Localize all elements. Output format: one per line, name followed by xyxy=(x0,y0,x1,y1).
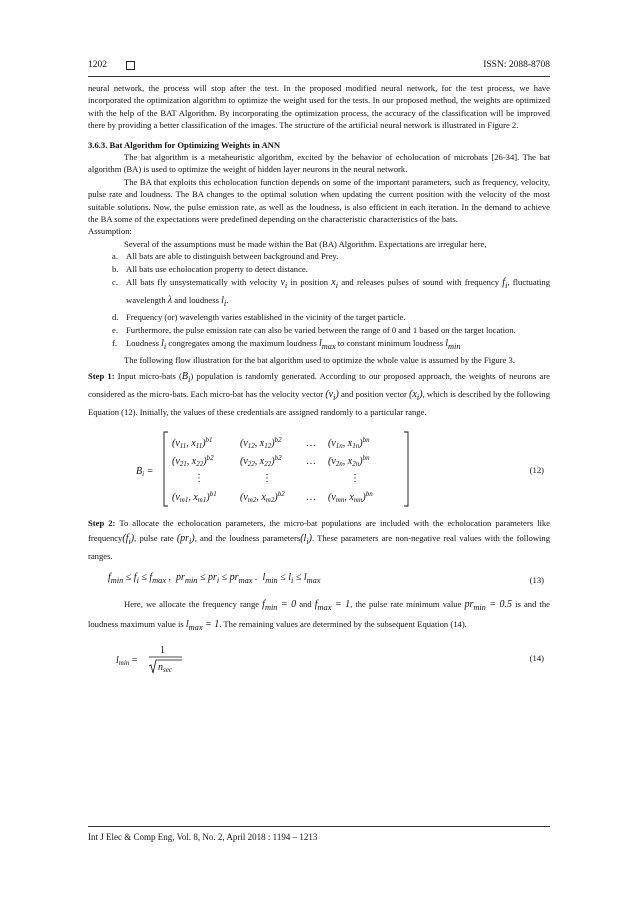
svg-text:(v12, x12)b2: ($v_{12}$, $x_{12})^{b2}$ xyxy=(240,436,282,451)
math-x-i: $x_i$ xyxy=(331,277,339,291)
equation-12 xyxy=(88,426,550,512)
step2-label: Step 2: xyxy=(88,518,116,529)
list-text: All bats use echolocation property to detect distance. xyxy=(126,263,308,274)
section-heading: 3.6.3. Bat Algorithm for Optimizing Weights in ANN xyxy=(88,139,281,150)
step1-text: , which is described by the following Equation (12). Initially, the values of these credentials are assigned randomly to a particular range. xyxy=(88,389,550,418)
math-v-i: $v_i$ xyxy=(280,277,288,291)
svg-text:(vm1, xm1)b1: ($v_{m1}$, $x_{m1})^{b1}$ xyxy=(172,490,217,505)
paragraph-ba-parameters: The BA that exploits this echolocation function depends on some of the important parameters, such as frequency, velocity, pulse rate and loudness. The BA changes to the optimal solution when updating the current position with the velocity of the most suitable solutions. Now, the pulse emission rate, as well as the loudness, is also efficient in each iteration. In the demand to achieve the BA some of the expectations were predefined depending on the characteristic characteristics of the bats. xyxy=(88,176,550,225)
list-item xyxy=(88,324,550,336)
math-B-i: $B_i$ xyxy=(181,371,191,385)
step2-text: , pulse rate xyxy=(134,533,174,544)
math-f-i-param: $(f_i)$ xyxy=(122,533,135,547)
list-letter: b. xyxy=(112,263,119,274)
list-text: in position xyxy=(290,277,329,288)
allocate-text: is and the loudness maximum value is xyxy=(88,599,550,630)
list-text: and releases pulses of sound with frequency xyxy=(341,277,500,288)
svg-text:lmin =: $l_{min}$ = xyxy=(116,655,138,668)
list-item: c. All bats fly unsystematically with velocity $v_i$ in position $x_i$ and releases pulses of sound with frequency $f_i$, fluctuating wavelength λ and loudness $l_i$. xyxy=(112,277,551,309)
svg-text:nsec: $n_{sec}$ xyxy=(158,662,172,675)
svg-text:…: … xyxy=(306,456,316,468)
equation-number-14: (14) xyxy=(529,653,544,664)
running-footer: Int J Elec & Comp Eng, Vol. 8, No. 2, April 2018 : 1194 – 1213 xyxy=(88,832,318,842)
paragraph-bat-algorithm: The bat algorithm is a metaheuristic algorithm, excited by the behavior of echolocation of microbats [26-34]. The bat algorithm (BA) is used to optimize the weight of hidden layer neurons in the neural network. xyxy=(88,152,550,175)
svg-text:(v11, x11)b1: ($v_{11}$, $x_{11})^{b1}$ xyxy=(172,436,213,451)
lmin-equation-svg xyxy=(116,642,236,676)
step2-text: . These parameters are non-negative real values with the following ranges. xyxy=(88,533,551,562)
allocate-text: and xyxy=(299,599,312,610)
svg-text:(vmn, xmn)bn: ($v_{mn}$, $x_{mn})^{bn}$ xyxy=(328,490,373,505)
step1-label: Step 1: xyxy=(88,371,115,382)
list-text: Frequency (or) wavelength varies established in the vicinity of the target particle. xyxy=(126,312,406,323)
math-fmax-one: $f_{max} = 1$ xyxy=(314,599,351,613)
svg-text:(vm2, xm2)b2: ($v_{m2}$, $x_{m2})^{b2}$ xyxy=(240,490,285,505)
list-item xyxy=(88,311,550,323)
step1-text: and position vector xyxy=(340,389,407,400)
list-text: Furthermore, the pulse emission rate can also be varied between the range of 0 and 1 based on the target location. xyxy=(126,324,516,335)
svg-text:⋮: ⋮ xyxy=(194,473,204,485)
list-letter: f. xyxy=(112,337,118,348)
svg-text:(v21, x22)b2: ($v_{21}$, $x_{22})^{b2}$ xyxy=(172,454,214,469)
assumption-list xyxy=(88,250,550,354)
svg-text:⋮: ⋮ xyxy=(350,473,360,485)
checkbox-square-icon xyxy=(126,61,135,70)
math-prmin-half: $pr_{min} = 0.5$ xyxy=(464,599,513,613)
step1-text: ) population is randomly generated. According to our proposed approach, the weights of neurons are considered as the micro-bats. Each micro-bat has the velocity vector xyxy=(88,371,550,400)
list-item xyxy=(88,250,550,262)
list-text: and loudness xyxy=(174,295,219,306)
step1-text: Input micro-bats ( xyxy=(117,371,182,382)
svg-text:(v2n, x2n)bn: ($v_{2n}$, $x_{2n})^{bn}$ xyxy=(328,454,370,469)
equation-number-13: (13) xyxy=(529,575,544,586)
step2-paragraph xyxy=(88,516,550,564)
svg-text:1: 1 xyxy=(160,645,165,657)
svg-text:…: … xyxy=(306,492,316,504)
list-text: congregates among the maximum loudness xyxy=(168,337,317,348)
math-fmin-zero: $f_{min} = 0$ xyxy=(262,599,297,613)
math-lambda: λ xyxy=(167,295,173,307)
math-v-i-vector: $(v_i)$ xyxy=(325,389,339,403)
list-letter: c. xyxy=(112,277,118,288)
list-letter: a. xyxy=(112,251,118,262)
page-number: 1202 xyxy=(88,60,107,70)
math-range-expression: $f_{min} \le f_i \le f_{max}$ , $pr_{min} \le pr_i \le pr_{max}$ . $l_{min} \le l_i \le l_{max}$ xyxy=(108,572,321,586)
list-text: , fluctuating wavelength xyxy=(126,277,551,306)
equation-number-12: (12) xyxy=(529,465,544,476)
allocate-text: . The remaining values are determined by the subsequent Equation (14). xyxy=(219,619,467,630)
svg-text:(v22, x22)b2: ($v_{22}$, $x_{22})^{b2}$ xyxy=(240,454,282,469)
list-text: to constant minimum loudness xyxy=(337,337,444,348)
allocate-text: Here, we allocate the frequency range xyxy=(124,599,260,610)
math-l-min: $l_{min}$ xyxy=(445,337,461,351)
equation-14 xyxy=(88,642,550,676)
running-header xyxy=(88,58,550,72)
matrix-lhs: $B_i$ = xyxy=(136,466,154,479)
step2-text: To allocate the echolocation parameters, the micro-bat populations are included with the echolocation parameters like frequency xyxy=(88,518,550,544)
svg-text:⋮: ⋮ xyxy=(262,473,272,485)
assumption-intro: Several of the assumptions must be made within the Bat (BA) Algorithm. Expectations are irregular here, xyxy=(124,238,487,249)
step1-paragraph xyxy=(88,369,550,420)
math-l-i: $l_i$ xyxy=(161,337,167,351)
list-letter: d. xyxy=(112,312,119,323)
math-l-max: $l_{max}$ xyxy=(318,337,336,351)
list-text: All bats are able to distinguish between background and Prey. xyxy=(126,251,339,262)
equation-13 xyxy=(88,570,550,590)
math-lmax-one: $l_{max} = 1$ xyxy=(185,619,220,633)
list-letter: e. xyxy=(112,324,118,335)
flow-paragraph: The following flow illustration for the bat algorithm used to optimize the whole value is assumed by the Figure 3. xyxy=(124,354,515,365)
list-item xyxy=(88,336,550,354)
math-l-i-param: $(l_i)$ xyxy=(300,533,312,547)
intro-paragraph: neural network, the process will stop after the test. In the proposed modified neural network, for the test process, we have incorporated the optimization algorithm to optimize the weight used for the tests. In our proposed method, the weights are optimized with the help of the BAT Algorithm. By incorporating the optimization process, the accuracy of the classification will be improved there by providing a better classification of the images. The structure of the artificial neural network is illustrated in Figure 2. xyxy=(88,83,550,131)
step2-text: , and the loudness parameters xyxy=(194,533,301,544)
list-item xyxy=(88,263,550,275)
matrix-equation-svg xyxy=(88,426,550,512)
svg-text:…: … xyxy=(306,438,316,450)
allocate-text: , the pulse rate minimum value xyxy=(350,599,462,610)
list-text: All bats fly unsystematically with velocity xyxy=(126,277,278,288)
header-rule xyxy=(88,76,550,77)
allocate-paragraph xyxy=(88,596,550,636)
math-pr-i: $(pr_i)$ xyxy=(176,533,195,547)
math-x-i-vector: $(x_i)$ xyxy=(409,389,423,403)
list-text: Loudness xyxy=(126,337,159,348)
assumption-label: Assumption: xyxy=(88,226,132,237)
footer-rule xyxy=(88,826,550,827)
article-body xyxy=(88,82,550,682)
svg-text:(v1n, x1n)bn: ($v_{1n}$, $x_{1n})^{bn}$ xyxy=(328,436,370,451)
math-f-i: $f_i$ xyxy=(502,277,508,291)
issn-label: ISSN: 2088-8708 xyxy=(483,60,550,70)
math-l-i: $l_i$ xyxy=(221,295,227,309)
